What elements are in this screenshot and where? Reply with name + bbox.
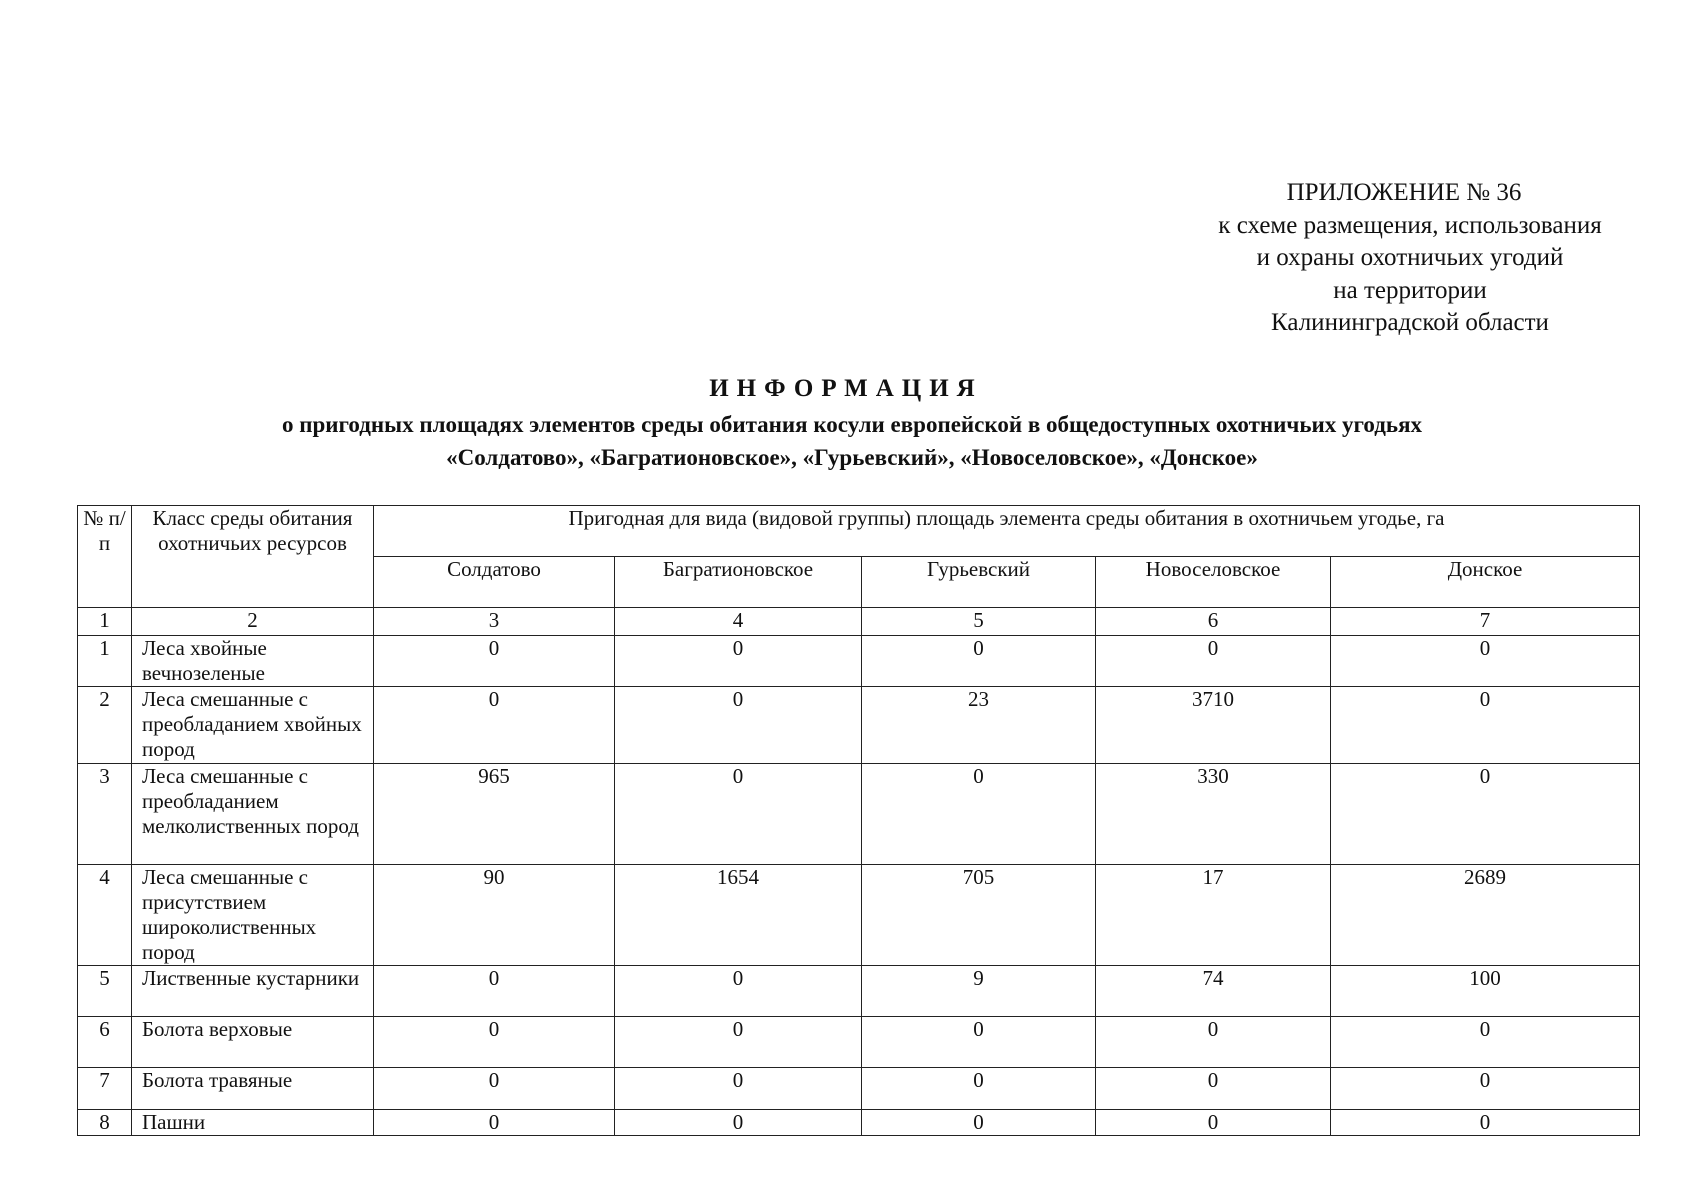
row-class: Леса смешанные с преобладанием хвойных пород [132, 687, 374, 764]
index-cell: 7 [1331, 608, 1640, 636]
table-row [78, 687, 1640, 764]
value-cell: 0 [1096, 636, 1331, 687]
row-number: 2 [78, 687, 132, 764]
value-cell: 0 [374, 1017, 615, 1068]
row-class: Лиственные кустарники [132, 966, 374, 1017]
table-row [78, 1068, 1640, 1110]
value-cell: 3710 [1096, 687, 1331, 764]
header-area-novoselovskoe: Новоселовское [1096, 557, 1331, 608]
table-row [78, 636, 1640, 687]
value-cell: 2689 [1331, 865, 1640, 966]
value-cell: 90 [374, 865, 615, 966]
table-row [78, 1017, 1640, 1068]
value-cell: 0 [374, 636, 615, 687]
table-row [78, 764, 1640, 865]
header-area-donskoe: Донское [1331, 557, 1640, 608]
value-cell: 23 [862, 687, 1096, 764]
value-cell: 0 [862, 1017, 1096, 1068]
value-cell: 100 [1331, 966, 1640, 1017]
value-cell: 0 [1096, 1017, 1331, 1068]
value-cell: 0 [1331, 1110, 1640, 1136]
row-number: 3 [78, 764, 132, 865]
value-cell: 0 [374, 1110, 615, 1136]
value-cell: 0 [862, 1110, 1096, 1136]
document-subtitle [60, 408, 1644, 474]
value-cell: 9 [862, 966, 1096, 1017]
value-cell: 0 [862, 636, 1096, 687]
appendix-title: ПРИЛОЖЕНИЕ № 36 [1286, 179, 1522, 206]
table-row [78, 1110, 1640, 1136]
value-cell: 0 [1331, 687, 1640, 764]
row-class: Болота верховые [132, 1017, 374, 1068]
row-class: Леса смешанные с преобладанием мелколиственных пород [132, 764, 374, 865]
row-class: Леса смешанные с присутствием широколиственных пород [132, 865, 374, 966]
value-cell: 0 [1096, 1110, 1331, 1136]
value-cell: 0 [615, 1017, 862, 1068]
header-area-guryevsky: Гурьевский [862, 557, 1096, 608]
value-cell: 1654 [615, 865, 862, 966]
index-cell: 5 [862, 608, 1096, 636]
value-cell: 965 [374, 764, 615, 865]
appendix-line: к схеме размещения, использования [1218, 211, 1602, 239]
header-number: № п/п [78, 506, 132, 608]
row-number: 6 [78, 1017, 132, 1068]
appendix-line: Калининградской области [1271, 309, 1549, 336]
header-class: Класс среды обитания охотничьих ресурсов [132, 506, 374, 608]
value-cell: 0 [615, 1110, 862, 1136]
value-cell: 705 [862, 865, 1096, 966]
appendix-line: и охраны охотничьих угодий [1256, 244, 1564, 271]
value-cell: 0 [374, 1068, 615, 1110]
value-cell: 0 [1331, 1017, 1640, 1068]
table-row [78, 966, 1640, 1017]
subtitle-line: «Солдатово», «Багратионовское», «Гурьевский», «Новоселовское», «Донское» [446, 445, 1258, 470]
value-cell: 0 [862, 764, 1096, 865]
value-cell: 0 [1331, 764, 1640, 865]
row-number: 8 [78, 1110, 132, 1136]
index-cell: 1 [78, 608, 132, 636]
value-cell: 0 [1331, 636, 1640, 687]
row-number: 1 [78, 636, 132, 687]
row-class: Пашни [132, 1110, 374, 1136]
value-cell: 0 [862, 1068, 1096, 1110]
value-cell: 0 [1331, 1068, 1640, 1110]
value-cell: 0 [615, 687, 862, 764]
column-index-row [78, 608, 1640, 636]
header-area-soldatovo: Солдатово [374, 557, 615, 608]
index-cell: 2 [132, 608, 374, 636]
value-cell: 0 [615, 966, 862, 1017]
value-cell: 0 [615, 764, 862, 865]
table-row [78, 865, 1640, 966]
index-cell: 3 [374, 608, 615, 636]
index-cell: 4 [615, 608, 862, 636]
subtitle-line: о пригодных площадях элементов среды обитания косули европейской в общедоступных охотничьих угодьях [281, 412, 1423, 437]
value-cell: 0 [1096, 1068, 1331, 1110]
row-number: 7 [78, 1068, 132, 1110]
row-number: 4 [78, 865, 132, 966]
habitat-area-table [77, 505, 1640, 1136]
value-cell: 0 [374, 687, 615, 764]
row-class: Болота травяные [132, 1068, 374, 1110]
appendix-block [1150, 177, 1670, 340]
value-cell: 0 [374, 966, 615, 1017]
index-cell: 6 [1096, 608, 1331, 636]
value-cell: 17 [1096, 865, 1331, 966]
value-cell: 74 [1096, 966, 1331, 1017]
appendix-line: на территории [1333, 276, 1487, 304]
row-number: 5 [78, 966, 132, 1017]
header-group: Пригодная для вида (видовой группы) площадь элемента среды обитания в охотничьем угодье, га [374, 506, 1640, 557]
value-cell: 330 [1096, 764, 1331, 865]
header-area-bagrationovskoe: Багратионовское [615, 557, 862, 608]
value-cell: 0 [615, 1068, 862, 1110]
value-cell: 0 [615, 636, 862, 687]
row-class: Леса хвойные вечнозеленые [132, 636, 374, 687]
document-title: ИНФОРМАЦИЯ [709, 375, 983, 402]
